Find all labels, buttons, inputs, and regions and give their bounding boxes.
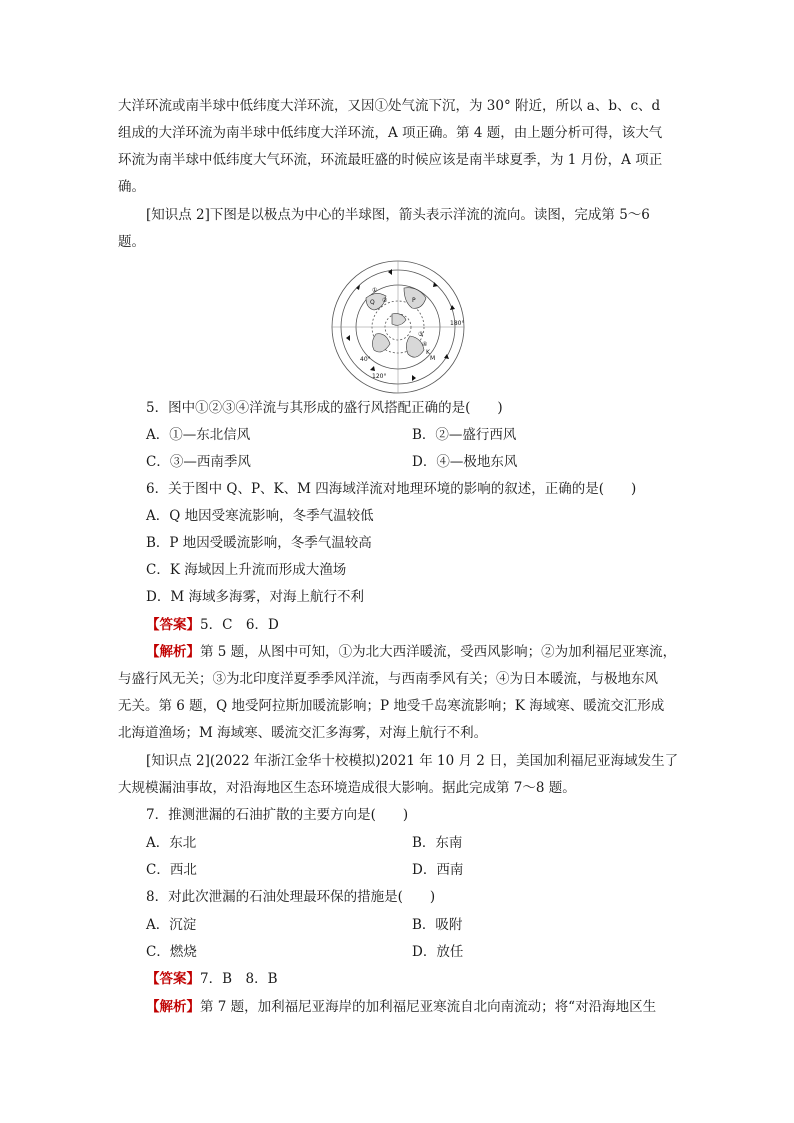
question-8-option-d: D．放任 bbox=[412, 944, 464, 960]
question-6-stem: 6．关于图中 Q、P、K、M 四海域洋流对地理环境的影响的叙述，正确的是( ) bbox=[146, 481, 637, 497]
longitude-label-120: 120° bbox=[372, 373, 387, 380]
explanation-1-line-2: 与盛行风无关；③为北印度洋夏季季风洋流，与西南季风有关；④为日本暖流，与极地东风 bbox=[118, 671, 658, 687]
explanation-1-line-1 bbox=[146, 642, 676, 662]
polar-hemisphere-map bbox=[326, 258, 470, 396]
intro-line-4: 确。 bbox=[118, 179, 145, 195]
question-7-option-c: C．西北 bbox=[146, 862, 197, 878]
question-5-stem: 5．图中①②③④洋流与其形成的盛行风搭配正确的是( ) bbox=[146, 400, 503, 416]
question-6-option-b: B．P 地因受暖流影响，冬季气温较高 bbox=[146, 535, 372, 551]
question-5-option-a: A．①—东北信风 bbox=[146, 427, 251, 443]
latitude-label-40: 40° bbox=[360, 356, 371, 363]
question-7-option-d: D．西南 bbox=[412, 862, 464, 878]
knowledge-point-2-line-2: 大规模漏油事故，对沿海地区生态环境造成很大影响。据此完成第 7～8 题。 bbox=[118, 780, 576, 796]
sea-marker-m: M bbox=[430, 355, 436, 362]
explanation-text: 第 5 题，从图中可知，①为北大西洋暖流，受西风影响；②为加利福尼亚寒流， bbox=[200, 644, 677, 660]
intro-line-2: 组成的大洋环流为南半球中低纬度大洋环流，A 项正确。第 4 题，由上题分析可得，该大气 bbox=[118, 125, 663, 141]
current-marker-1: ① bbox=[372, 287, 378, 294]
answer-block-1 bbox=[146, 615, 279, 635]
answer-text: 7．B 8．B bbox=[200, 971, 278, 987]
sea-marker-q: Q bbox=[370, 299, 375, 306]
question-6-option-a: A．Q 地因受寒流影响，冬季气温较低 bbox=[146, 508, 374, 524]
question-6-option-d: D．M 海域多海雾，对海上航行不利 bbox=[146, 589, 364, 605]
answer-block-2 bbox=[146, 969, 278, 989]
question-7-stem: 7．推测泄漏的石油扩散的主要方向是( ) bbox=[146, 807, 409, 823]
explanation-text: 第 7 题，加利福尼亚海岸的加利福尼亚寒流自北向南流动；将“对沿海地区生 bbox=[200, 999, 657, 1015]
sea-marker-p: P bbox=[412, 297, 416, 304]
question-5-option-b: B．②—盛行西风 bbox=[412, 427, 517, 443]
answer-tag: 【答案】 bbox=[146, 617, 200, 633]
sea-marker-k: K bbox=[426, 349, 430, 356]
question-8-option-a: A．沉淀 bbox=[146, 917, 197, 933]
explanation-tag: 【解析】 bbox=[146, 644, 200, 660]
question-7-option-b: B．东南 bbox=[412, 835, 463, 851]
knowledge-point-1-line-2: 题。 bbox=[118, 234, 145, 250]
question-8-option-b: B．吸附 bbox=[412, 917, 463, 933]
explanation-2-line-1 bbox=[146, 997, 656, 1017]
answer-text: 5．C 6．D bbox=[200, 617, 279, 633]
current-marker-4: ④ bbox=[422, 341, 428, 348]
explanation-1-line-3: 无关。第 6 题，Q 地受阿拉斯加暖流影响；P 地受千岛寒流影响；K 海域寒、暖流交汇形成 bbox=[118, 698, 665, 714]
intro-line-3: 环流为南半球中低纬度大气环流，环流最旺盛的时候应该是南半球夏季，为 1 月份，A 项正 bbox=[118, 152, 663, 168]
current-marker-3: ③ bbox=[418, 331, 424, 338]
knowledge-point-2-line-1: [知识点 2](2022 年浙江金华十校模拟)2021 年 10 月 2 日，美国加利福尼亚海域发生了 bbox=[146, 753, 679, 769]
answer-tag: 【答案】 bbox=[146, 971, 200, 987]
explanation-1-line-4: 北海道渔场；M 海域寒、暖流交汇多海雾，对海上航行不利。 bbox=[118, 725, 488, 741]
knowledge-point-1-line-1: [知识点 2]下图是以极点为中心的半球图，箭头表示洋流的流向。读图，完成第 5～6 bbox=[146, 207, 650, 223]
longitude-label-180: 180° bbox=[450, 320, 465, 327]
explanation-tag: 【解析】 bbox=[146, 999, 200, 1015]
question-5-option-d: D．④—极地东风 bbox=[412, 454, 518, 470]
question-6-option-c: C．K 海域因上升流而形成大渔场 bbox=[146, 562, 347, 578]
intro-line-1: 大洋环流或南半球中低纬度大洋环流，又因①处气流下沉，为 30° 附近，所以 a、b、c、d bbox=[118, 98, 661, 114]
question-7-option-a: A．东北 bbox=[146, 835, 197, 851]
question-8-option-c: C．燃烧 bbox=[146, 944, 197, 960]
question-5-option-c: C．③—西南季风 bbox=[146, 454, 251, 470]
current-marker-2: ② bbox=[382, 297, 388, 304]
question-8-stem: 8．对此次泄漏的石油处理最环保的措施是( ) bbox=[146, 889, 436, 905]
